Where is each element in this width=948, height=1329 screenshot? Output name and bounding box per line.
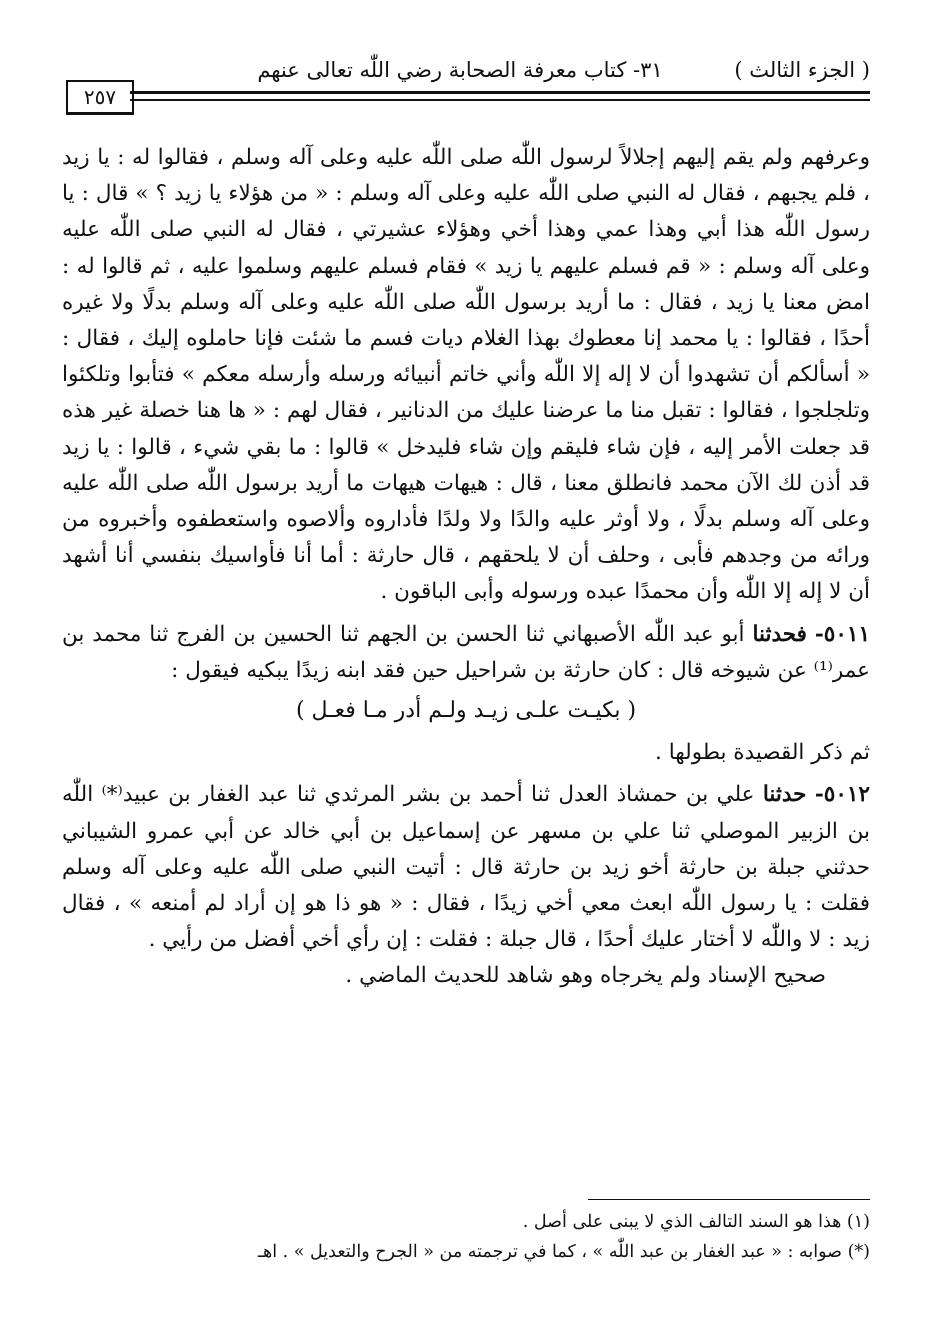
- footnotes: [62, 1207, 870, 1267]
- hadith-lead-word: فحدثنا: [752, 621, 807, 647]
- hadith-5012: [62, 777, 870, 958]
- footnote-star: (*) صوابه : « عبد الغفار بن عبد اللّٰه » ، كما في ترجمته من « الجرح والتعديل » . اهـ: [257, 1242, 870, 1262]
- hadith-text: علي بن حمشاذ العدل ثنا أحمد بن بشر المرثدي ثنا عبد الغفار بن عبيد⁽*⁾ اللّٰه بن الزبير الموصلي ثنا علي بن مسهر عن إسماعيل بن أبي خالد عن أبي عمرو الشيباني حدثني جبلة بن حارثة أخو زيد بن حارثة قال : أتيت النبي صلى اللّٰه عليه وعلى آله وسلم فقلت : يا رسول اللّٰه ابعث معي أخي زيدًا ، فقال : « هو ذا هو إن أراد لم أمنعه » ، فقال زيد : لا واللّٰه لا أختار عليك أحدًا ، قال جبلة : فقلت : إن رأي أخي أفضل من رأيي .: [62, 782, 870, 953]
- main-text: [62, 140, 870, 995]
- page-number: ٢٥٧: [66, 80, 134, 115]
- hadith-5011: [62, 617, 870, 689]
- hadith-grading: صحيح الإسناد ولم يخرجاه وهو شاهد للحديث الماضي .: [345, 963, 826, 989]
- hadith-closing: ثم ذكر القصيدة بطولها .: [655, 740, 870, 766]
- hadith-number: ٥٠١١-: [814, 621, 870, 647]
- hadith-text: أبو عبد اللّٰه الأصبهاني ثنا الحسن بن الجهم ثنا الحسين بن الفرج ثنا محمد بن عمر⁽¹⁾ عن شيوخه قال : كان حارثة بن شراحيل حين فقد ابنه زيدًا يبكيه فيقول :: [62, 621, 870, 683]
- narrative-paragraph: وعرفهم ولم يقم إليهم إجلالاً لرسول اللّٰه صلى اللّٰه عليه وعلى آله وسلم ، فقالوا له : يا زيد ، فلم يجبهم ، فقال له النبي صلى اللّٰه عليه وعلى آله وسلم : « من هؤلاء يا زيد ؟ » قال : يا رسول اللّٰه هذا أبي وهذا عمي وهذا أخي وهؤلاء عشيرتي ، فقال له النبي صلى اللّٰه عليه وعلى آله وسلم : « قم فسلم عليهم يا زيد » فقام فسلم عليهم وسلموا عليه ، ثم قالوا له : امض معنا يا زيد ، فقال : ما أريد برسول اللّٰه صلى اللّٰه عليه وعلى آله وسلم بدلًا ولا غيره أحدًا ، فقالوا : يا محمد إنا معطوك بهذا الغلام ديات فسم ما شئت فإنا حاملوه إليك ، فقال : « أسألكم أن تشهدوا أن لا إله إلا اللّٰه وأني خاتم أنبيائه ورسله وأرسله معكم » فتأبوا وتلكئوا وتلجلجوا ، فقالوا : تقبل منا ما عرضنا عليك من الدنانير ، فقال لهم : « ها هنا خصلة غير هذه قد جعلت الأمر إليه ، فإن شاء فليقم وإن شاء فليدخل » قالوا : ما بقي شيء ، قالوا : يا زيد قد أذن لك الآن محمد فانطلق معنا ، قال : هيهات هيهات ما أريد برسول اللّٰه صلى اللّٰه عليه وعلى آله وسلم بدلًا ، ولا أوثر عليه والدًا ولا ولدًا فأداروه وألاصوه واستعطفوه وأخبروه من ورائه من وجدهم فأبى ، وحلف أن لا يلحقهم ، قال حارثة : أما أنا فأواسيك بنفسي أنا أشهد أن لا إله إلا اللّٰه وأن محمدًا عبده ورسوله وأبى الباقون .: [62, 145, 870, 605]
- chapter-title: ٣١- كتاب معرفة الصحابة رضي اللّٰه تعالى عنهم: [257, 58, 663, 82]
- header-rule: [130, 99, 870, 101]
- footnote-rule: [588, 1199, 870, 1200]
- hadith-lead-word: حدثنا: [762, 782, 807, 808]
- poetry-verse: ( بكيـت علـى زيـد ولـم أدر مـا فعـل ): [295, 698, 637, 724]
- header-rule: [130, 91, 870, 94]
- part-label: ( الجزء الثالث ): [734, 58, 870, 82]
- footnote-1: (١) هذا هو السند التالف الذي لا يبنى على أصل .: [522, 1212, 870, 1232]
- hadith-number: ٥٠١٢-: [814, 782, 870, 808]
